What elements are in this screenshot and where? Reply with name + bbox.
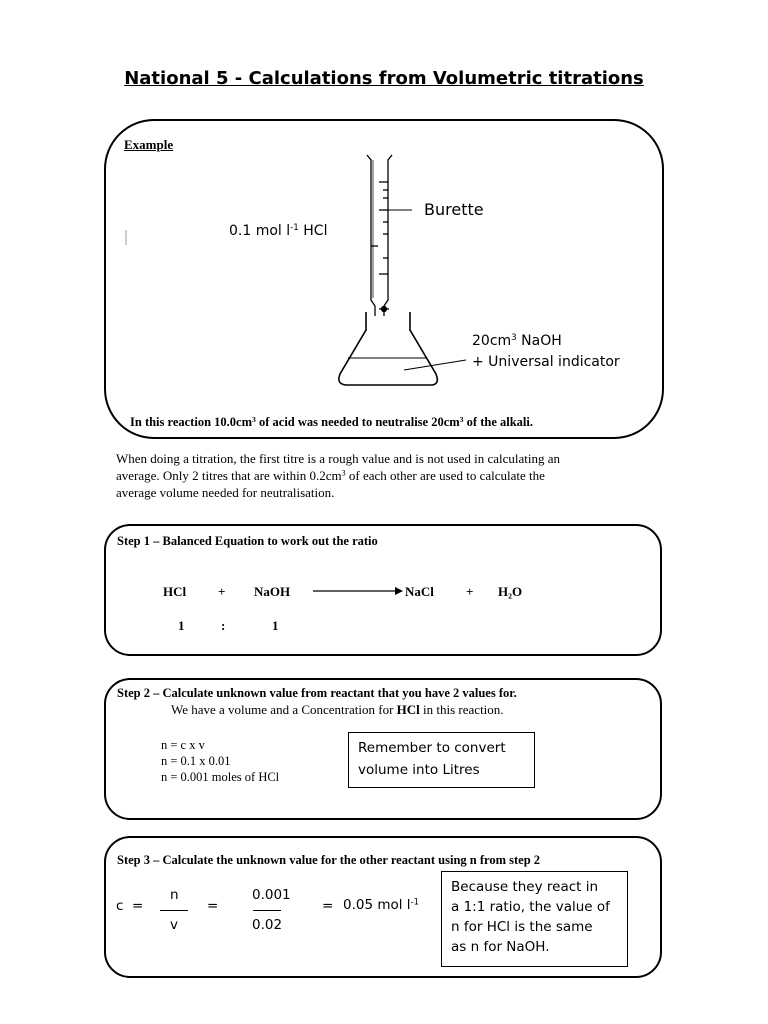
convert-units-note [348, 732, 535, 788]
ratio-colon: : [221, 618, 226, 633]
acid-label-end: HCl [298, 223, 328, 239]
alkali-label-text: 20cm [472, 333, 512, 349]
ratio-note-line-2: a 1:1 ratio, the value of [451, 899, 610, 915]
equation-plus-2: + [466, 584, 474, 599]
result-sup-2: 3 [459, 414, 464, 424]
step2-eq-2: n = 0.1 x 0.01 [161, 754, 231, 768]
step1-heading: Step 1 – Balanced Equation to work out the ratio [117, 534, 378, 548]
step2-working [161, 737, 279, 785]
ratio-left: 1 [178, 618, 185, 633]
result-part-b: of acid was needed to neutralise 20cm [255, 415, 460, 429]
convert-note-line-2: volume into Litres [358, 762, 480, 778]
equation-reactant-hcl: HCl [163, 584, 187, 599]
step2-eq-3: n = 0.001 moles of HCl [161, 770, 280, 784]
step2-heading: Step 2 – Calculate unknown value from reactant that you have 2 values for. [117, 686, 517, 700]
result-part-a: In this reaction 10.0cm [130, 415, 252, 429]
burette-label: Burette [424, 200, 484, 219]
ratio-explanation-note [441, 871, 628, 967]
page-title: National 5 - Calculations from Volumetric titrations [124, 68, 644, 89]
ratio-note-line-3: n for HCl is the same [451, 919, 593, 935]
step3-equals-b: = [207, 898, 219, 914]
step2-sub-b: HCl [396, 702, 420, 717]
equation-reactant-naoh: NaOH [254, 584, 291, 599]
indicator-label: + Universal indicator [472, 354, 620, 370]
fraction-volume-denominator: 0.02 [252, 917, 283, 933]
intro-paragraph [116, 450, 560, 501]
intro-line-2-sup: 3 [341, 468, 346, 478]
alkali-label-sup: 3 [511, 333, 517, 344]
acid-label-text: 0.1 mol l [229, 223, 291, 239]
intro-line-2a: average. Only 2 titres that are within 0.2cm [116, 468, 342, 483]
step3-answer [343, 897, 419, 913]
step3-answer-sup: -1 [410, 896, 419, 907]
intro-line-2 [116, 467, 560, 484]
acid-label [229, 223, 327, 239]
convert-note-line-1: Remember to convert [358, 740, 506, 756]
alkali-label [472, 333, 562, 349]
alkali-label-end: NaOH [516, 333, 562, 349]
result-part-c: of the alkali. [463, 415, 533, 429]
step3-equals-a: = [132, 898, 144, 914]
step3-equals-c: = [322, 898, 334, 914]
acid-label-sup: -1 [290, 223, 299, 234]
step2-sub-a: We have a volume and a Concentration for [171, 702, 397, 717]
reaction-arrow-icon [313, 585, 403, 597]
intro-line-3: average volume needed for neutralisation. [116, 485, 335, 500]
ratio-note-line-1: Because they react in [451, 879, 599, 895]
result-sup-1: 3 [252, 414, 256, 424]
equation-product-water: H₂O [498, 584, 523, 599]
ratio-note-line-4: as n for NaOH. [451, 939, 550, 955]
example-heading: Example [124, 137, 174, 152]
fraction-moles-numerator: 0.001 [252, 887, 291, 903]
step2-subtext [171, 702, 504, 718]
fraction-v-denominator: v [170, 917, 178, 933]
ratio-right: 1 [272, 618, 279, 633]
example-result [130, 415, 650, 430]
fraction-n-numerator: n [170, 887, 179, 903]
step2-eq-1: n = c x v [161, 738, 205, 752]
equation-plus-1: + [218, 584, 226, 599]
step3-heading: Step 3 – Calculate the unknown value for the other reactant using n from step 2 [117, 853, 541, 867]
intro-line-1: When doing a titration, the first titre is a rough value and is not used in calculating an [116, 451, 561, 466]
step3-answer-text: 0.05 mol l [343, 897, 411, 913]
intro-line-2b: of each other are used to calculate the [345, 468, 545, 483]
step2-sub-c: in this reaction. [419, 702, 504, 717]
fraction-bar-1 [160, 910, 188, 911]
step3-c: c [116, 898, 124, 914]
fraction-bar-2 [253, 910, 281, 911]
equation-product-nacl: NaCl [405, 584, 434, 599]
